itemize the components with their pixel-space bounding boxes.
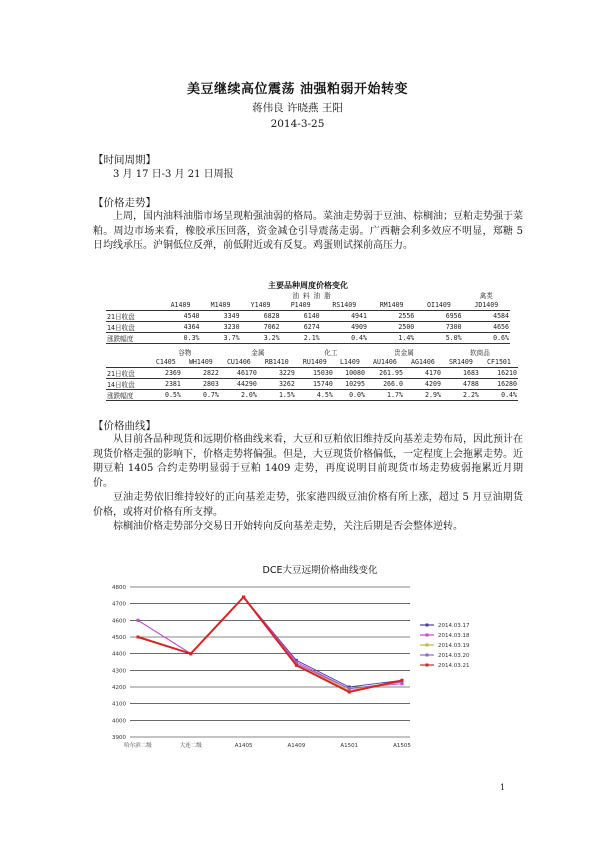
cell: 1.4% (368, 332, 415, 343)
data-point (348, 687, 351, 690)
group-header-eggs: 禽类 (479, 292, 493, 300)
col-header: C1405 (150, 357, 182, 367)
group-header-oils: 油 料 油 脂 (292, 292, 331, 300)
table-title: 主要品种周度价格变化 (268, 280, 348, 290)
page-number: 1 (500, 783, 506, 792)
cell: 16210 (480, 367, 518, 378)
cell: 16280 (480, 378, 518, 389)
period-text: 3 月 17 日-3 月 21 日周报 (113, 169, 234, 180)
col-header: CU1406 (220, 357, 258, 367)
col-header: L1409 (334, 357, 366, 367)
x-tick-label: 大连二级 (179, 743, 202, 749)
cell: 3349 (201, 310, 241, 321)
trend-header: 【价格走势】 (93, 197, 156, 209)
y-tick-label: 4800 (112, 585, 126, 591)
cell: 4364 (160, 321, 200, 332)
legend-label: 2014.03.20 (438, 653, 470, 659)
y-tick-label: 4400 (112, 651, 126, 658)
table-row (106, 310, 510, 321)
data-point (242, 596, 245, 599)
cell: 2556 (368, 310, 415, 321)
row-label: 21日收盘 (106, 367, 150, 378)
x-tick-label: A1505 (393, 743, 411, 749)
curve-paragraph: 豆油走势依旧维持较好的正向基差走势，张家港四级豆油价格有所上涨，超过 5 月豆油期货价格，或将对价格有所支撑。 (93, 492, 523, 518)
legend-label: 2014.03.19 (438, 643, 470, 649)
cell: 15030 (296, 367, 334, 378)
col-header: Y1409 (241, 300, 281, 310)
legend-marker (426, 664, 429, 667)
col-header: OI1409 (415, 300, 462, 310)
report-date: 2014-3-25 (270, 118, 325, 130)
curve-body (93, 433, 523, 535)
x-tick-label: 哈尔滨二级 (124, 743, 152, 749)
cell: 4584 (463, 310, 510, 321)
cell: 3.7% (201, 332, 241, 343)
col-header: RU1409 (296, 357, 334, 367)
legend-label: 2014.03.17 (438, 623, 470, 629)
cell: 4941 (321, 310, 368, 321)
x-tick-label: A1405 (234, 743, 253, 749)
cell: 3230 (201, 321, 241, 332)
table-row (106, 332, 510, 343)
cell: 6828 (241, 310, 281, 321)
row-label: 涨跌幅度 (106, 389, 150, 400)
cell: 0.6% (463, 332, 510, 343)
cell: 44290 (220, 378, 258, 389)
col-header: RM1409 (368, 300, 415, 310)
cell: 3229 (258, 367, 296, 378)
period-header: 【时间周期】 (93, 154, 156, 166)
cell: 0.4% (480, 389, 518, 400)
price-table-others (106, 347, 518, 401)
col-header: M1409 (201, 300, 241, 310)
authors: 蒋伟良 许晓燕 王阳 (252, 102, 343, 114)
data-point (401, 679, 404, 682)
cell: 6956 (415, 310, 462, 321)
cell: 4170 (404, 367, 442, 378)
cell: 4.5% (296, 389, 334, 400)
table-row (106, 367, 518, 378)
cell: 0.7% (182, 389, 220, 400)
cell: 10295 (334, 378, 366, 389)
cell: 4540 (160, 310, 200, 321)
cell: 10080 (334, 367, 366, 378)
row-label: 涨跌幅度 (106, 332, 160, 343)
cell: 0.4% (321, 332, 368, 343)
legend-marker (426, 624, 429, 627)
cell: 15740 (296, 378, 334, 389)
cell: 3.2% (241, 332, 281, 343)
series-line (138, 597, 402, 692)
col-header: WH1409 (182, 357, 220, 367)
col-header: A1409 (160, 300, 200, 310)
cell: 4656 (463, 321, 510, 332)
cell: 2.2% (442, 389, 480, 400)
col-header: JD1409 (463, 300, 510, 310)
data-point (189, 652, 192, 655)
series-line (138, 597, 402, 689)
curve-paragraph: 棕榈油价格走势部分交易日开始转向反向基差走势，关注后期是否会整体逆转。 (113, 521, 463, 532)
row-label: 14日收盘 (106, 378, 150, 389)
cell: 2.0% (220, 389, 258, 400)
y-tick-label: 4500 (112, 635, 126, 641)
y-tick-label: 4700 (112, 601, 126, 608)
legend-label: 2014.03.18 (438, 633, 470, 639)
col-header: CF1501 (480, 357, 518, 367)
cell: 0.5% (150, 389, 182, 400)
group-header: 软商品 (470, 349, 490, 357)
col-header: AG1406 (404, 357, 442, 367)
cell: 266.0 (366, 378, 404, 389)
table-row (106, 378, 518, 389)
col-header: SR1409 (442, 357, 480, 367)
series-line (138, 597, 402, 689)
price-table-oils (106, 290, 510, 344)
group-header: 金属 (251, 349, 265, 357)
page-title: 美豆继续高位震荡 油强粕弱开始转变 (186, 82, 409, 97)
row-label: 21日收盘 (106, 310, 160, 321)
cell: 2381 (150, 378, 182, 389)
curve-header: 【价格曲线】 (93, 420, 156, 432)
cell: 0.0% (334, 389, 366, 400)
cell: 4209 (404, 378, 442, 389)
y-tick-label: 3900 (112, 735, 126, 741)
cell: 0.3% (160, 332, 200, 343)
legend-label: 2014.03.21 (438, 663, 470, 669)
group-header: 贵金属 (394, 349, 414, 357)
cell: 2500 (368, 321, 415, 332)
cell: 4909 (321, 321, 368, 332)
group-header: 化工 (324, 349, 338, 357)
legend-marker (426, 644, 429, 647)
y-tick-label: 4100 (112, 701, 126, 708)
cell: 4788 (442, 378, 480, 389)
table-row (106, 389, 518, 400)
cell: 2822 (182, 367, 220, 378)
legend-marker (426, 634, 429, 637)
legend-marker (426, 654, 429, 657)
col-header: RB1410 (258, 357, 296, 367)
cell: 2.1% (281, 332, 321, 343)
y-tick-label: 4300 (112, 668, 126, 675)
cell: 2.9% (404, 389, 442, 400)
series-line (138, 597, 402, 687)
cell: 6140 (281, 310, 321, 321)
data-point (137, 619, 140, 622)
series-line (138, 597, 402, 690)
cell: 2803 (182, 378, 220, 389)
x-tick-label: A1409 (287, 743, 306, 749)
y-tick-label: 4200 (112, 685, 126, 691)
cell: 7300 (415, 321, 462, 332)
table-row (106, 321, 510, 332)
curve-paragraph: 从目前各品种现货和远期价格曲线来看，大豆和豆粕依旧维持反向基差走势布局，因此预计在现货价格走强的影响下，价格走势将偏强。但是，大豆现货价格偏低，一定程度上会拖累走势。近期豆粕 1405 合约走势明显弱于豆粕 1409 走势，再度说明目前现货市场走势疲弱拖累近月期价。 (93, 434, 523, 489)
trend-paragraph: 上周，国内油料油脂市场呈现粕强油弱的格局。菜油走势弱于豆油、棕榈油；豆粕走势强于菜粕。周边市场来看，橡胶承压回落，资金减仓引导震荡走弱。广西糖会利多效应不明显，郑糖 5 日均线承压。沪铜低位反弹，前低附近或有反复。鸡蛋则试探前高压力。 (93, 211, 523, 251)
group-header: 谷物 (178, 349, 192, 357)
cell: 3262 (258, 378, 296, 389)
trend-body (93, 210, 523, 254)
y-tick-label: 4000 (112, 718, 126, 725)
col-header: P1409 (281, 300, 321, 310)
data-point (137, 636, 140, 639)
x-tick-label: A1501 (340, 743, 359, 749)
y-tick-label: 4600 (112, 618, 126, 625)
chart-title: DCE大豆远期价格曲线变化 (262, 565, 378, 576)
data-point (295, 664, 298, 667)
cell: 1.7% (366, 389, 404, 400)
cell: 1.5% (258, 389, 296, 400)
cell: 7062 (241, 321, 281, 332)
cell: 46170 (220, 367, 258, 378)
col-header: AU1406 (366, 357, 404, 367)
col-header: RS1409 (321, 300, 368, 310)
data-point (348, 691, 351, 694)
cell: 261.95 (366, 367, 404, 378)
cell: 1683 (442, 367, 480, 378)
cell: 2369 (150, 367, 182, 378)
row-label: 14日收盘 (106, 321, 160, 332)
cell: 5.0% (415, 332, 462, 343)
cell: 6274 (281, 321, 321, 332)
price-curve-chart (100, 575, 530, 755)
